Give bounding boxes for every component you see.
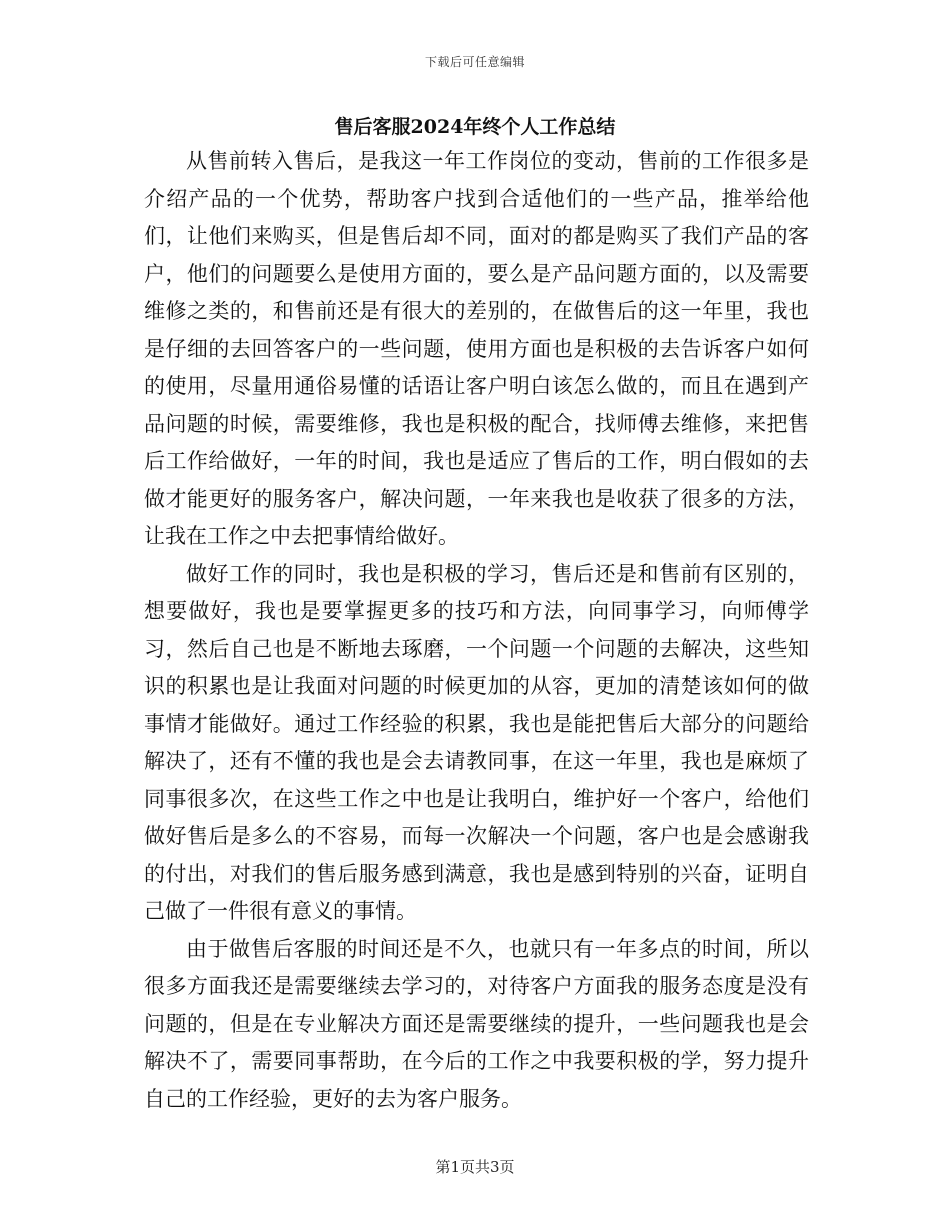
paragraph-1: 从售前转入售后，是我这一年工作岗位的变动，售前的工作很多是介绍产品的一个优势，帮助客户找到合适他们的一些产品，推举给他们，让他们来购买，但是售后却不同，面对的都是购买了我们产品的客户，他们的问题要么是使用方面的，要么是产品问题方面的，以及需要维修之类的，和售前还是有很大的差别的，在做售后的这一年里，我也是仔细的去回答客户的一些问题，使用方面也是积极的去告诉客户如何的使用，尽量用通俗易懂的话语让客户明白该怎么做的，而且在遇到产品问题的时候，需要维修，我也是积极的配合，找师傅去维修，来把售后工作给做好，一年的时间，我也是适应了售后的工作，明白假如的去做才能更好的服务客户，解决问题，一年来我也是收获了很多的方法，让我在工作之中去把事情给做好。 [144, 149, 809, 548]
document-title: 售后客服2024年终个人工作总结 [334, 116, 616, 138]
header-note: 下载后可任意编辑 [424, 55, 525, 69]
paragraph-3: 由于做售后客服的时间还是不久，也就只有一年多点的时间，所以很多方面我还是需要继续去学习的，对待客户方面我的服务态度是没有问题的，但是在专业解决方面还是需要继续的提升，一些问题我也是会解决不了，需要同事帮助，在今后的工作之中我要积极的学，努力提升自己的工作经验，更好的去为客户服务。 [144, 936, 809, 1111]
page-number-footer: 第1页共3页 [435, 1158, 515, 1176]
paragraph-2: 做好工作的同时，我也是积极的学习，售后还是和售前有区别的，想要做好，我也是要掌握更多的技巧和方法，向同事学习，向师傅学习，然后自己也是不断地去琢磨，一个问题一个问题的去解决，这些知识的积累也是让我面对问题的时候更加的从容，更加的清楚该如何的做事情才能做好。通过工作经验的积累，我也是能把售后大部分的问题给解决了，还有不懂的我也是会去请教同事，在这一年里，我也是麻烦了同事很多次，在这些工作之中也是让我明白，维护好一个客户，给他们做好售后是多么的不容易，而每一次解决一个问题，客户也是会感谢我的付出，对我们的售后服务感到满意，我也是感到特别的兴奋，证明自己做了一件很有意义的事情。 [144, 561, 809, 923]
document-body [144, 143, 809, 1118]
